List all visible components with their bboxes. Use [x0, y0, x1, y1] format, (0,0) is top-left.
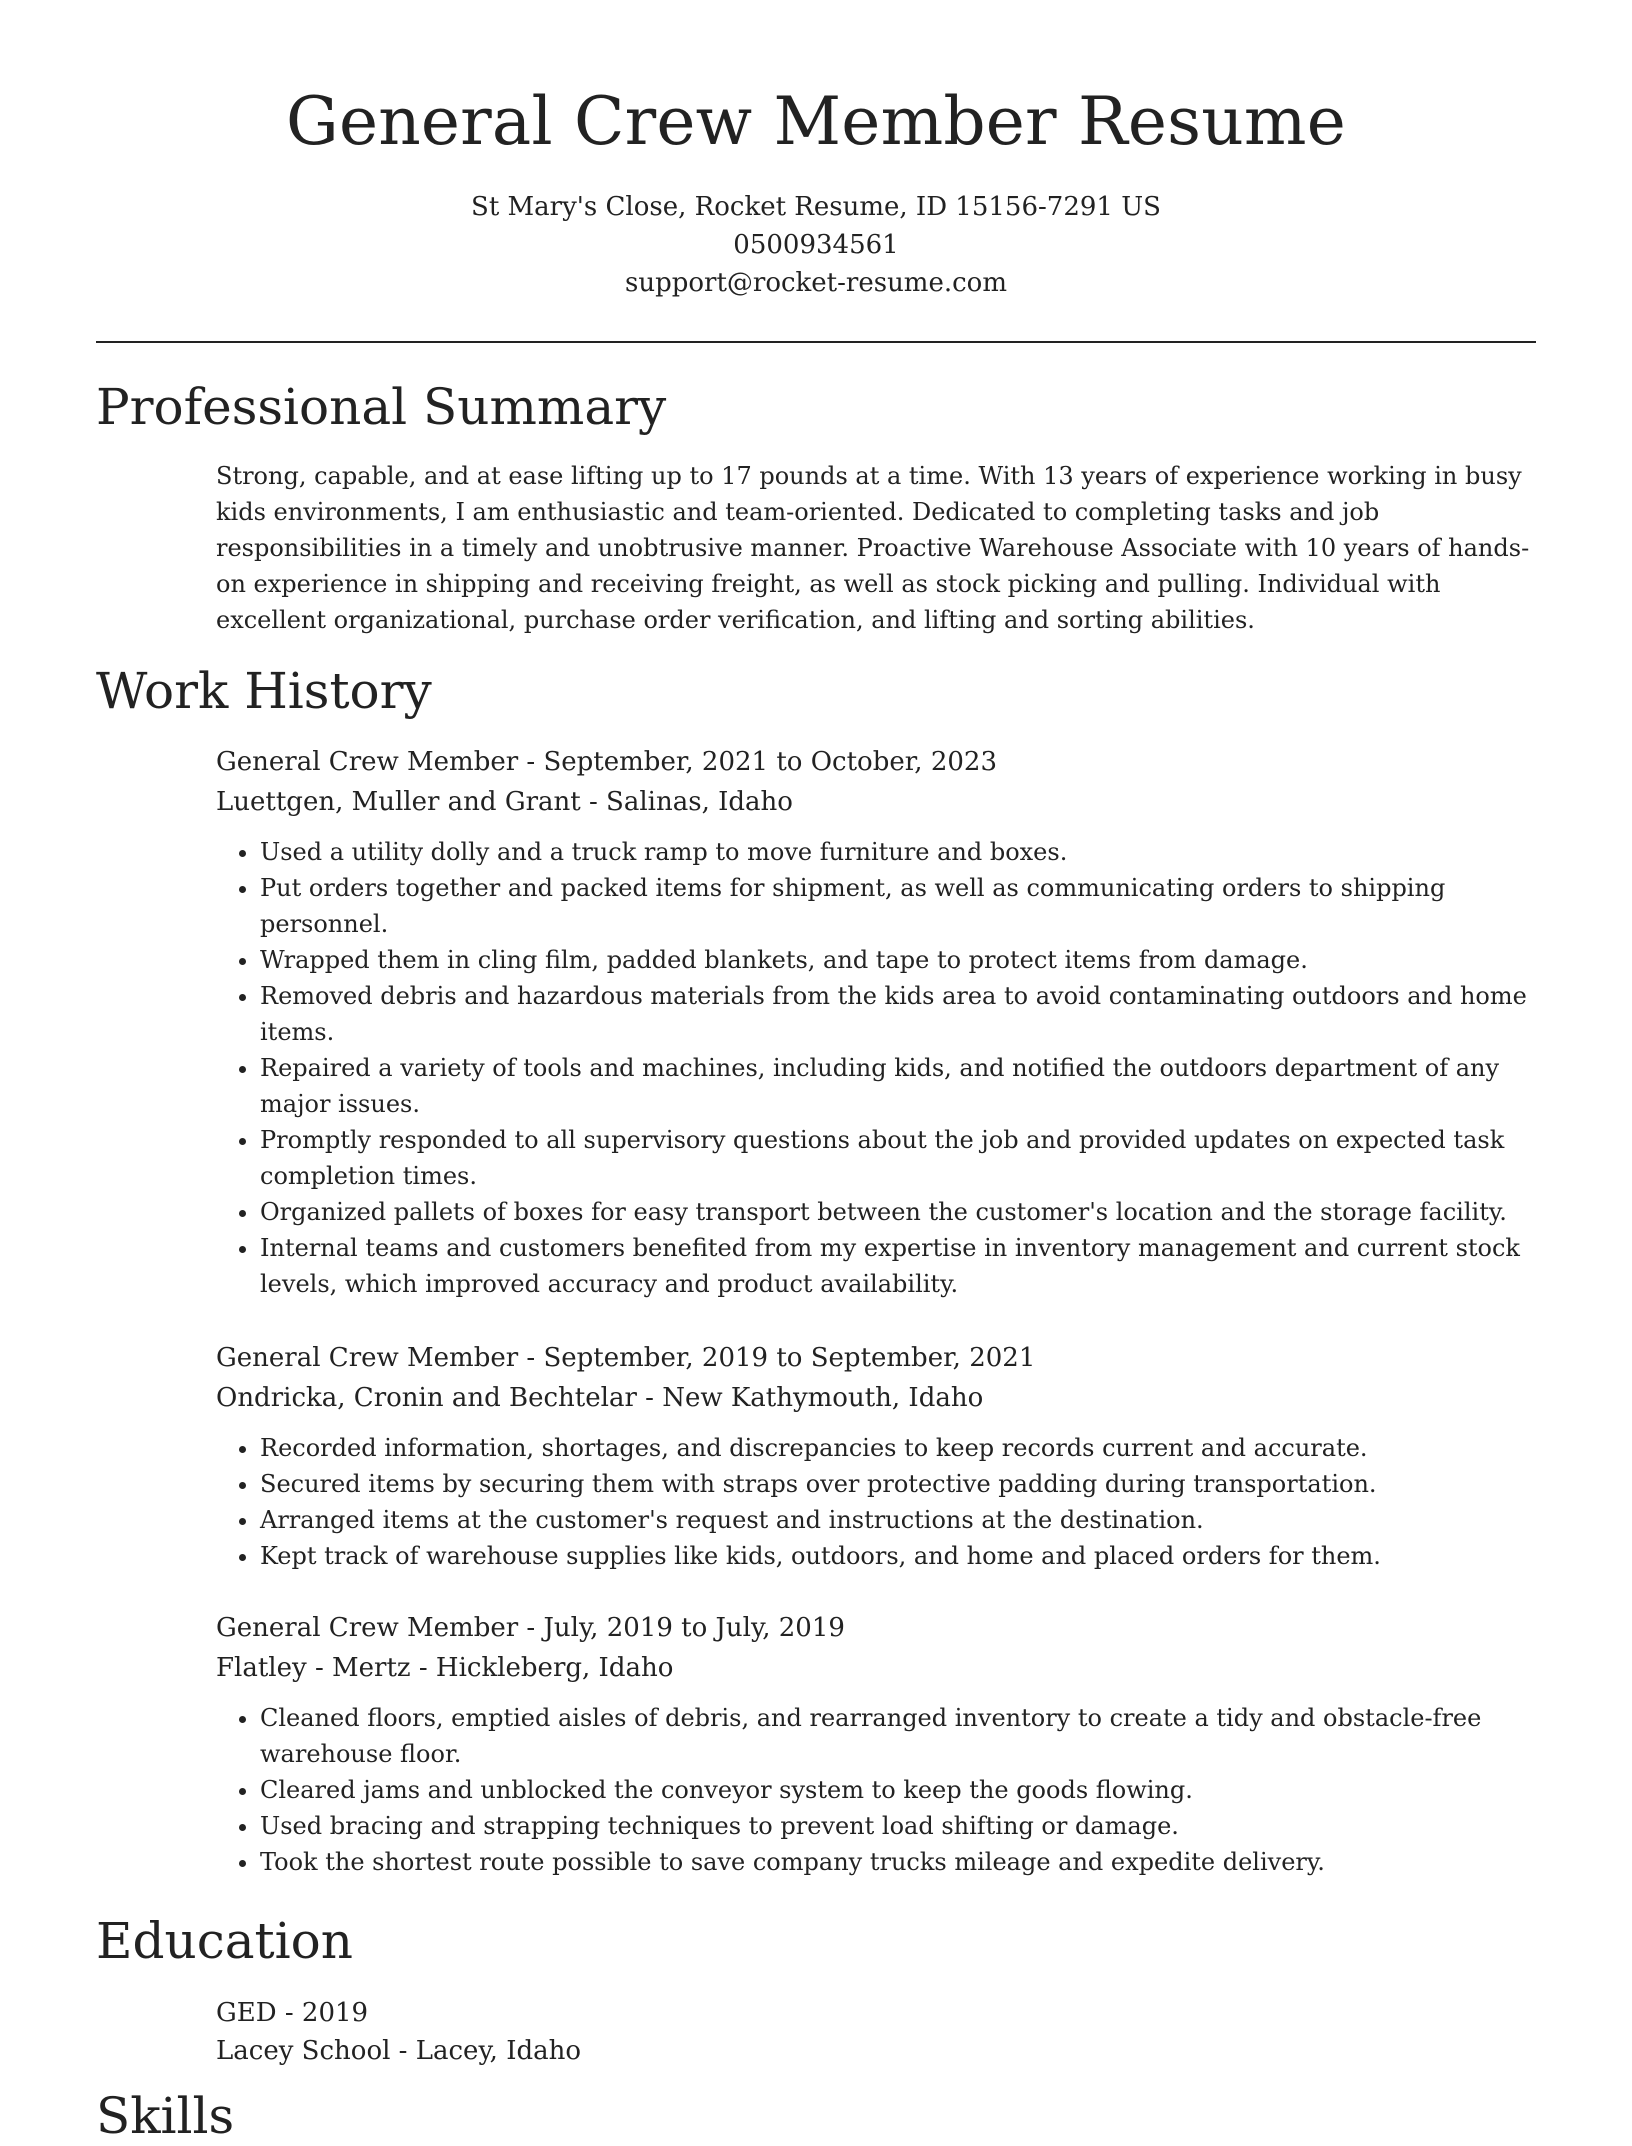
job-company-line: Flatley - Mertz - Hickleberg, Idaho	[216, 1653, 674, 1683]
job-bullets	[216, 1700, 1536, 1880]
email: support@rocket-resume.com	[624, 267, 1007, 298]
education-degree-line: GED - 2019	[216, 1998, 369, 2028]
resume-header	[0, 0, 1632, 302]
list-item: • Took the shortest route possible to save company trucks mileage and expedite delivery.	[260, 1844, 1536, 1880]
education-school-line: Lacey School - Lacey, Idaho	[216, 2036, 582, 2066]
list-item: • Removed debris and hazardous materials from the kids area to avoid contaminating outdoors and home items.	[260, 978, 1536, 1050]
education-heading: Education	[96, 1912, 353, 1970]
job-entry-2	[216, 1338, 1536, 1574]
list-item: • Cleaned floors, emptied aisles of debris, and rearranged inventory to create a tidy and obstacle-free warehouse floor.	[260, 1700, 1536, 1772]
list-item: • Repaired a variety of tools and machines, including kids, and notified the outdoors department of any major issues.	[260, 1050, 1536, 1122]
list-item: • Internal teams and customers benefited from my expertise in inventory management and current stock levels, which improved accuracy and product availability.	[260, 1230, 1536, 1302]
resume-title: General Crew Member Resume	[286, 83, 1346, 160]
list-item: • Used bracing and strapping techniques to prevent load shifting or damage.	[260, 1808, 1536, 1844]
job-company-line: Luettgen, Muller and Grant - Salinas, Idaho	[216, 787, 793, 817]
job-bullets	[216, 1430, 1536, 1574]
list-item: • Recorded information, shortages, and discrepancies to keep records current and accurate.	[260, 1430, 1536, 1466]
job-entry-1	[216, 742, 1536, 1302]
phone: 0500934561	[733, 229, 899, 260]
list-item: • Put orders together and packed items for shipment, as well as communicating orders to shipping personnel.	[260, 870, 1536, 942]
list-item: • Wrapped them in cling film, padded blankets, and tape to protect items from damage.	[260, 942, 1536, 978]
list-item: • Used a utility dolly and a truck ramp to move furniture and boxes.	[260, 834, 1536, 870]
job-title-line: General Crew Member - September, 2019 to September, 2021	[216, 1343, 1036, 1373]
header-divider	[96, 341, 1536, 343]
list-item: • Organized pallets of boxes for easy transport between the customer's location and the storage facility.	[260, 1194, 1536, 1230]
list-item: • Secured items by securing them with straps over protective padding during transportation.	[260, 1466, 1536, 1502]
summary-heading: Professional Summary	[96, 378, 667, 436]
summary-text: Strong, capable, and at ease lifting up to 17 pounds at a time. With 13 years of experience working in busy kids environments, I am enthusiastic and team-oriented. Dedicated to completing tasks and job responsibilities in a timely and unobtrusive manner. Proactive Warehouse Associate with 10 years of hands-on experience in shipping and receiving freight, as well as stock picking and pulling. Individual with excellent organizational, purchase order verification, and lifting and sorting abilities.	[216, 462, 1530, 634]
list-item: • Kept track of warehouse supplies like kids, outdoors, and home and placed orders for them.	[260, 1538, 1536, 1574]
job-bullets	[216, 834, 1536, 1302]
list-item: • Cleared jams and unblocked the conveyor system to keep the goods flowing.	[260, 1772, 1536, 1808]
education-entry	[216, 1994, 581, 2070]
job-company-line: Ondricka, Cronin and Bechtelar - New Kathymouth, Idaho	[216, 1383, 984, 1413]
address: St Mary's Close, Rocket Resume, ID 15156-7291 US	[471, 191, 1161, 222]
contact-block	[0, 188, 1632, 302]
skills-heading-cutoff: Skills	[96, 2087, 235, 2145]
job-entry-3	[216, 1608, 1536, 1880]
job-title-line: General Crew Member - July, 2019 to July, 2019	[216, 1613, 845, 1643]
work-history-heading: Work History	[96, 662, 432, 720]
job-title-line: General Crew Member - September, 2021 to October, 2023	[216, 747, 998, 777]
list-item: • Promptly responded to all supervisory questions about the job and provided updates on expected task completion times.	[260, 1122, 1536, 1194]
list-item: • Arranged items at the customer's request and instructions at the destination.	[260, 1502, 1536, 1538]
